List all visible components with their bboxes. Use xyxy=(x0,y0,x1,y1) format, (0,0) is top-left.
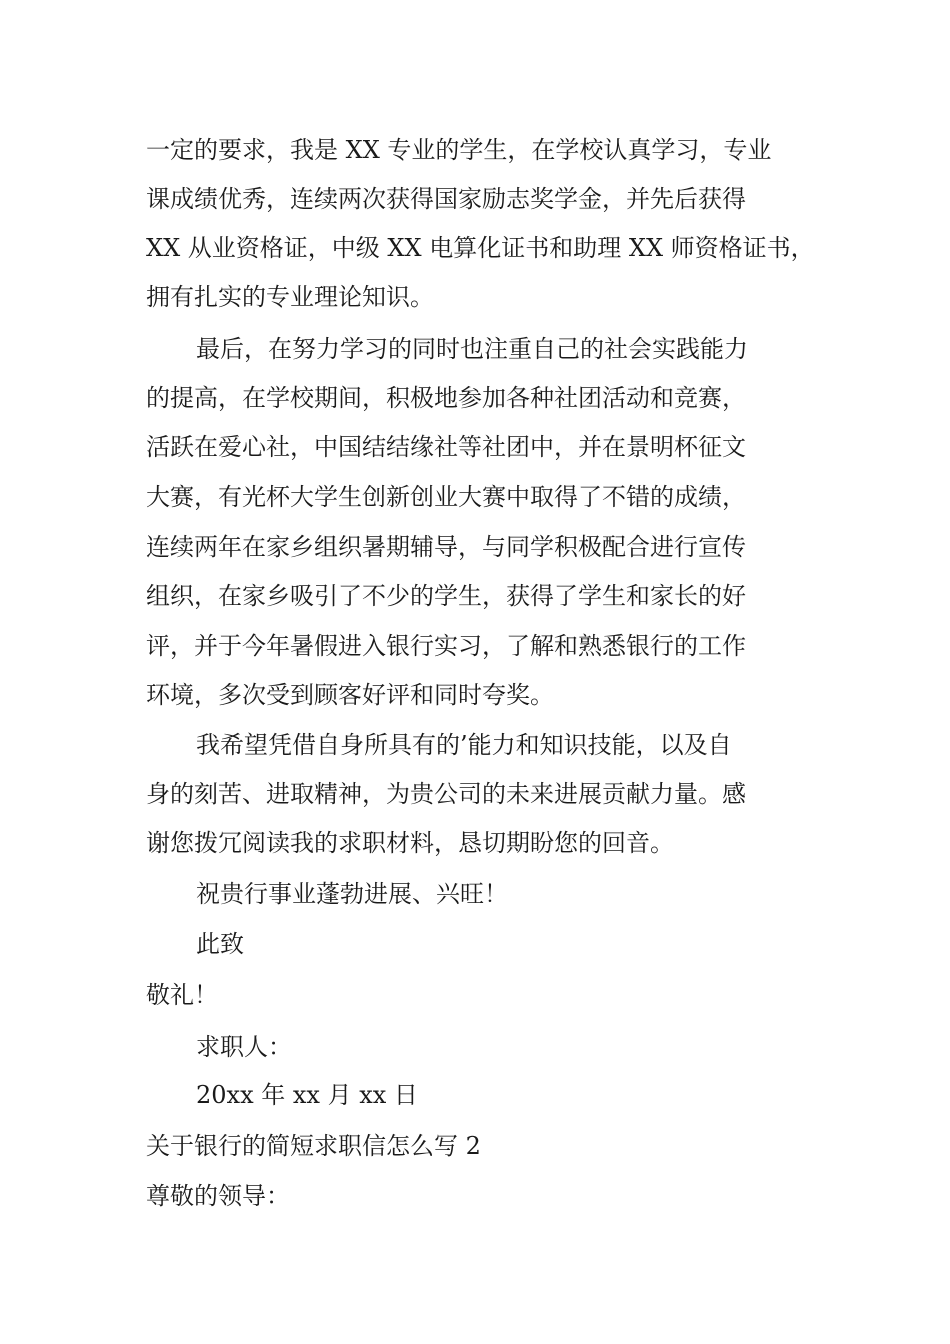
text-line: 课成绩优秀，连续两次获得国家励志奖学金，并先后获得 xyxy=(146,185,746,213)
text-line: 一定的要求，我是 XX 专业的学生，在学校认真学习，专业 xyxy=(146,136,772,164)
text-line: 活跃在爱心社，中国结结缘社等社团中，并在景明杯征文 xyxy=(146,433,746,461)
text-line: 的提高，在学校期间，积极地参加各种社团活动和竞赛， xyxy=(146,384,746,412)
text-line: 连续两年在家乡组织暑期辅导，与同学积极配合进行宣传 xyxy=(146,533,746,561)
text-line: 我希望凭借自身所具有的’能力和知识技能，以及自 xyxy=(196,731,732,759)
greeting-line: 尊敬的领导： xyxy=(146,1182,290,1210)
closing-line: 此致 xyxy=(196,930,244,958)
text-line: 谢您拨冗阅读我的求职材料，恳切期盼您的回音。 xyxy=(146,829,674,857)
text-line: XX 从业资格证，中级 XX 电算化证书和助理 XX 师资格证书， xyxy=(146,234,815,262)
text-line: 大赛，有光杯大学生创新创业大赛中取得了不错的成绩， xyxy=(146,483,746,511)
text-line: 组织，在家乡吸引了不少的学生，获得了学生和家长的好 xyxy=(146,582,746,610)
signature-label: 求职人： xyxy=(196,1033,292,1061)
text-line: 拥有扎实的专业理论知识。 xyxy=(146,283,434,311)
wish-line: 祝贵行事业蓬勃进展、兴旺！ xyxy=(196,880,508,908)
salute-line: 敬礼！ xyxy=(146,981,218,1009)
text-line: 身的刻苦、进取精神，为贵公司的未来进展贡献力量。感 xyxy=(146,780,746,808)
text-line: 最后，在努力学习的同时也注重自己的社会实践能力 xyxy=(196,335,748,363)
date-line: 20xx 年 xx 月 xx 日 xyxy=(196,1081,418,1109)
section-title: 关于银行的简短求职信怎么写 2 xyxy=(146,1132,481,1160)
text-line: 环境，多次受到顾客好评和同时夸奖。 xyxy=(146,681,554,709)
text-line: 评，并于今年暑假进入银行实习，了解和熟悉银行的工作 xyxy=(146,632,746,660)
